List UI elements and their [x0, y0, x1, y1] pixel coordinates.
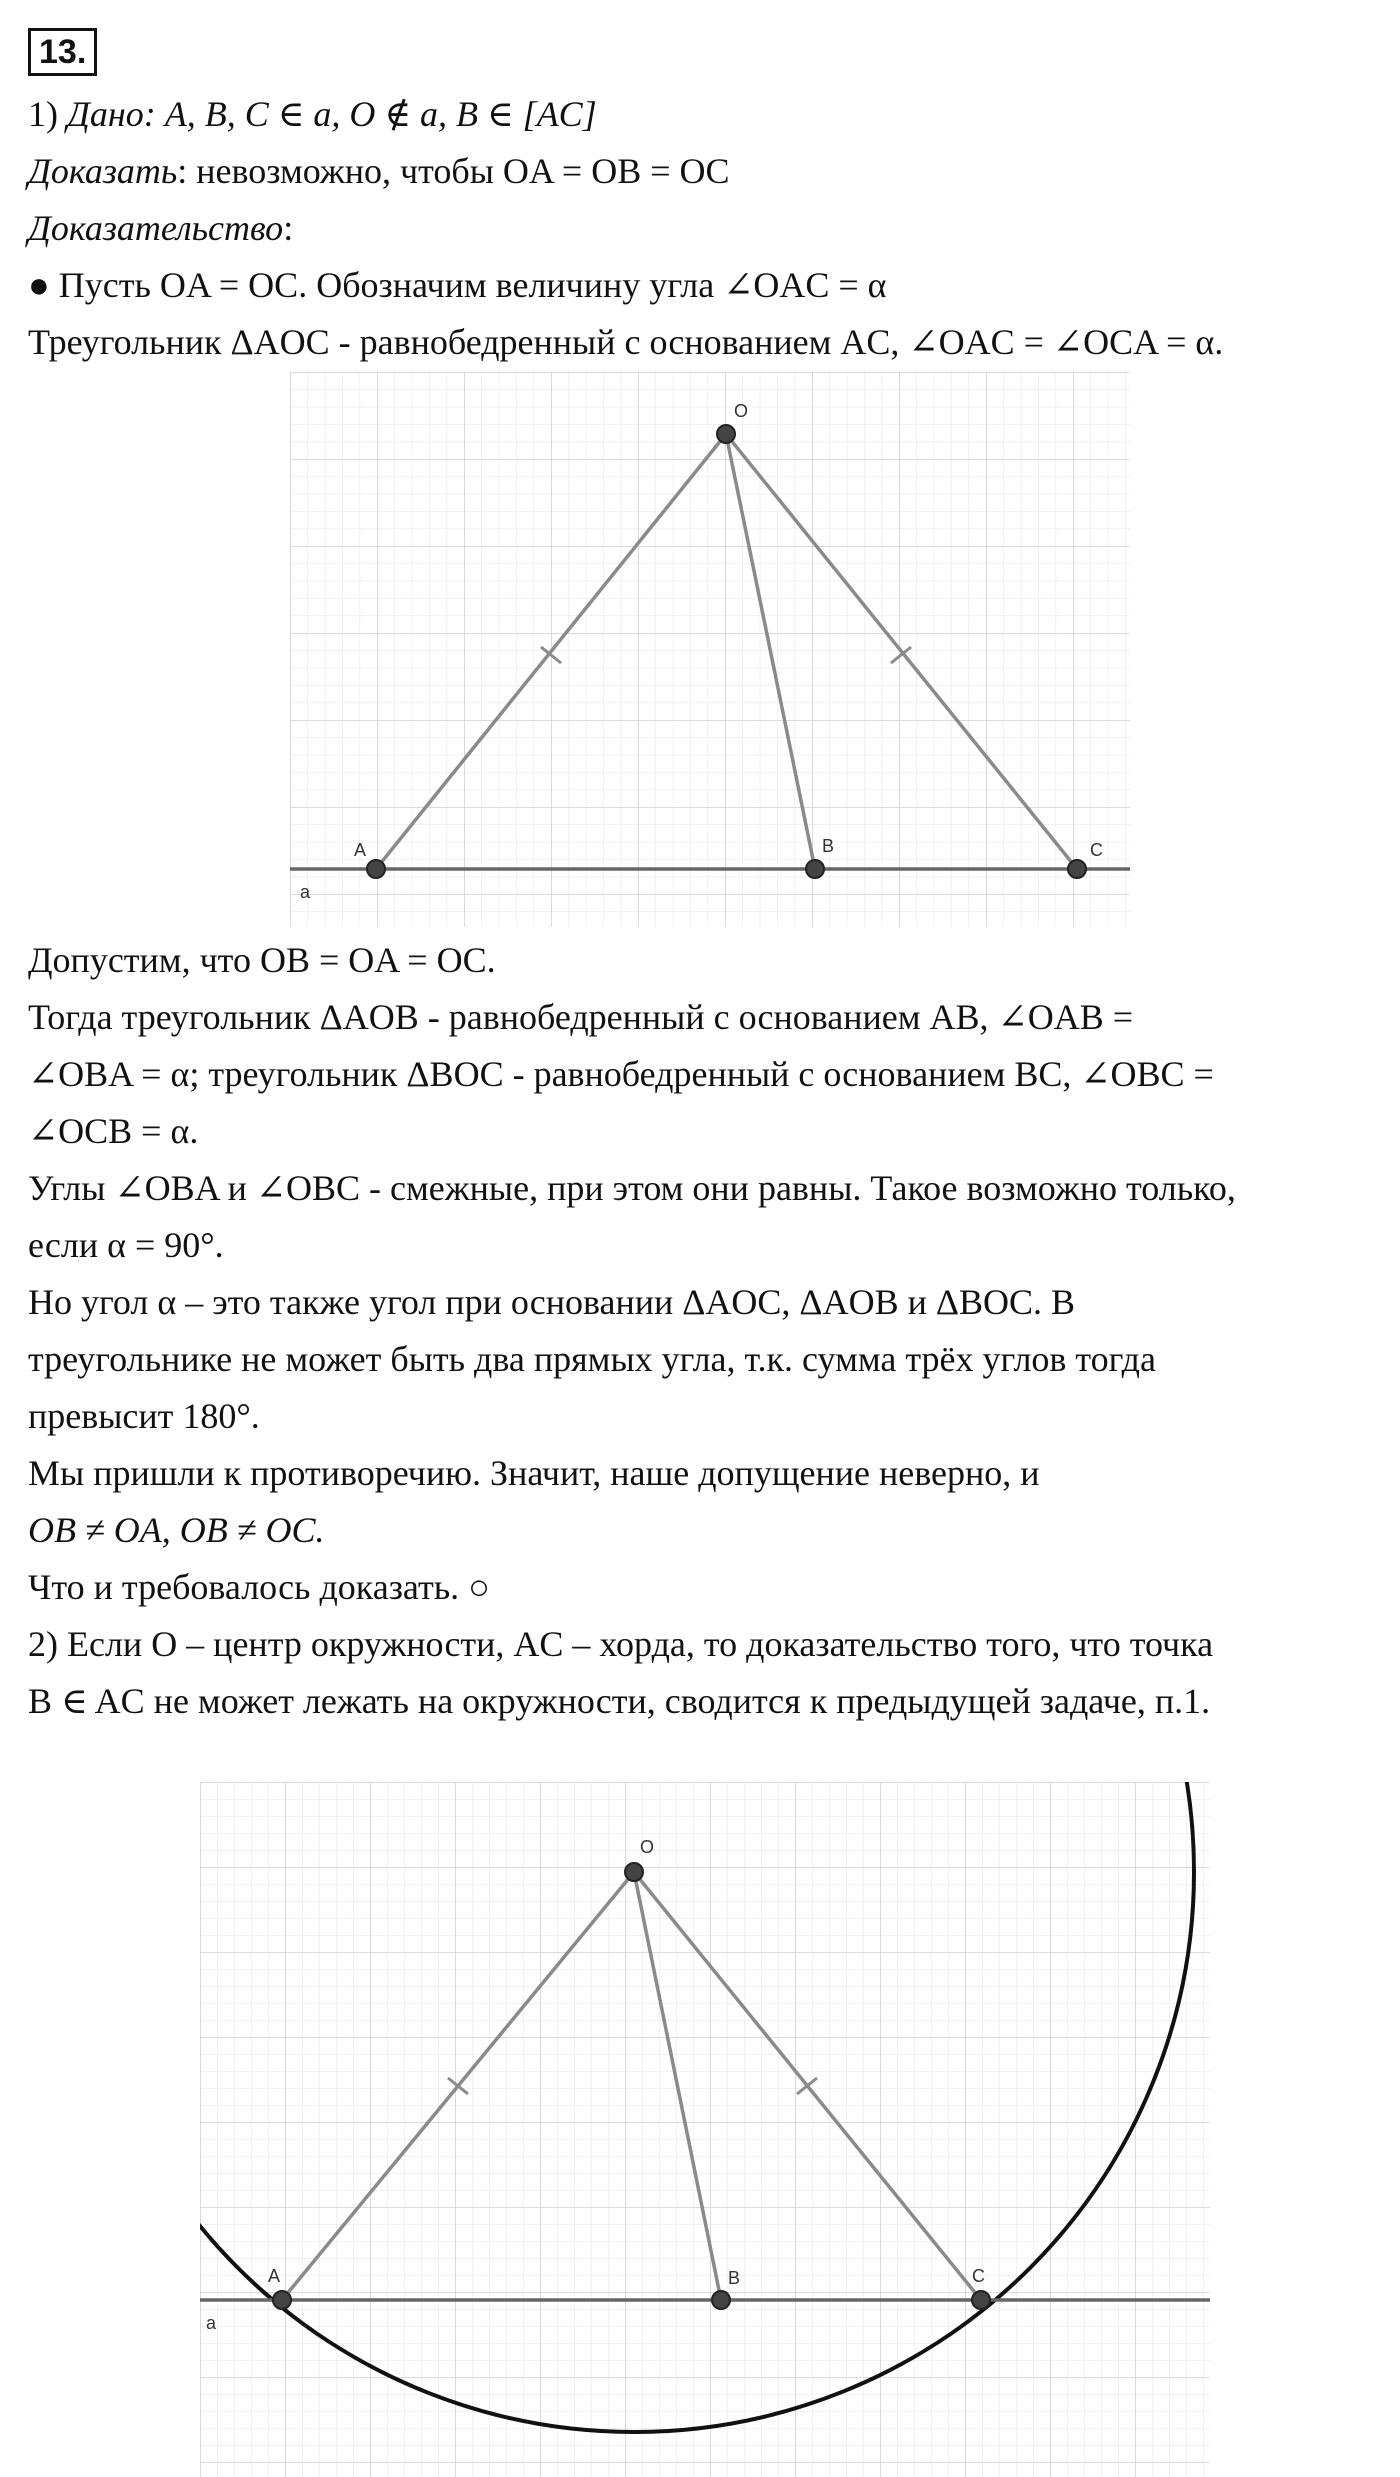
given-line: 1) Дано: A, B, C ∈ a, O ∉ a, B ∈ [AC] — [28, 94, 597, 134]
figure-2-grid — [200, 1782, 1210, 2477]
proof-line-10: треугольнике не может быть два прямых угла, т.к. сумма трёх углов тогда — [28, 1339, 1156, 1379]
part2-line-1: 2) Если O – центр окружности, AC – хорда, то доказательство того, что точка — [28, 1624, 1214, 1664]
point-O-2 — [625, 1863, 643, 1881]
figure-1-triangle-diagram — [290, 372, 1130, 927]
label-A: A — [354, 840, 367, 860]
problem-number: 13. — [28, 28, 97, 76]
proof-line-3: Допустим, что OB = OA = OC. — [28, 940, 496, 980]
label-B-2: B — [728, 2268, 741, 2288]
proof-line-11: превысит 180°. — [28, 1396, 260, 1436]
figure-2-circle-diagram — [200, 1782, 1210, 2477]
proof-line-14: Что и требовалось доказать. ○ — [28, 1567, 490, 1607]
given-word: Дано — [67, 94, 144, 134]
prove-text: : невозможно, чтобы OA = OB = OC — [177, 151, 730, 191]
label-line-a-2: a — [206, 2313, 217, 2333]
point-C — [1068, 860, 1086, 878]
proof-line-8: если α = 90°. — [28, 1225, 224, 1265]
proof-line-13: OB ≠ OA, OB ≠ OC. — [28, 1510, 325, 1550]
proof-line-6: ∠OCB = α. — [28, 1111, 199, 1151]
proof-line-7: Углы ∠OBA и ∠OBC - смежные, при этом они равны. Такое возможно только, — [28, 1168, 1236, 1208]
label-line-a: a — [300, 882, 311, 902]
part2-line-2: B ∈ AC не может лежать на окружности, сводится к предыдущей задаче, п.1. — [28, 1681, 1211, 1721]
label-C-2: C — [972, 2266, 985, 2286]
proof-line-2: Треугольник ΔAOC - равнобедренный с основанием AC, ∠OAC = ∠OCA = α. — [28, 322, 1224, 362]
proof-line-9: Но угол α – это также угол при основании ΔAOC, ΔAOB и ΔBOC. В — [28, 1282, 1076, 1322]
point-A — [367, 860, 385, 878]
prove-word: Доказать — [28, 151, 178, 191]
proof-word: Доказательство — [28, 208, 284, 248]
label-A-2: A — [268, 2266, 281, 2286]
label-O-2: O — [640, 1837, 655, 1857]
proof-line-1: ● Пусть OA = OC. Обозначим величину угла ∠OAC = α — [28, 265, 887, 305]
label-O: O — [734, 401, 749, 421]
proof-line-12: Мы пришли к противоречию. Значит, наше допущение неверно, и — [28, 1453, 1040, 1493]
label-B: B — [822, 836, 835, 856]
point-B-2 — [712, 2291, 730, 2309]
label-C: C — [1090, 840, 1103, 860]
proof-heading: Доказательство: — [28, 208, 294, 248]
point-B — [806, 860, 824, 878]
point-A-2 — [273, 2291, 291, 2309]
point-C-2 — [972, 2291, 990, 2309]
prove-line — [28, 149, 730, 193]
proof-line-4: Тогда треугольник ΔAOB - равнобедренный с основанием AB, ∠OAB = — [28, 997, 1134, 1037]
given-expr: : A, B, C ∈ a, O ∉ a, B ∈ [AC] — [143, 94, 597, 134]
proof-line-5: ∠OBA = α; треугольник ΔBOC - равнобедренный с основанием BC, ∠OBC = — [28, 1054, 1214, 1094]
point-O — [717, 425, 735, 443]
